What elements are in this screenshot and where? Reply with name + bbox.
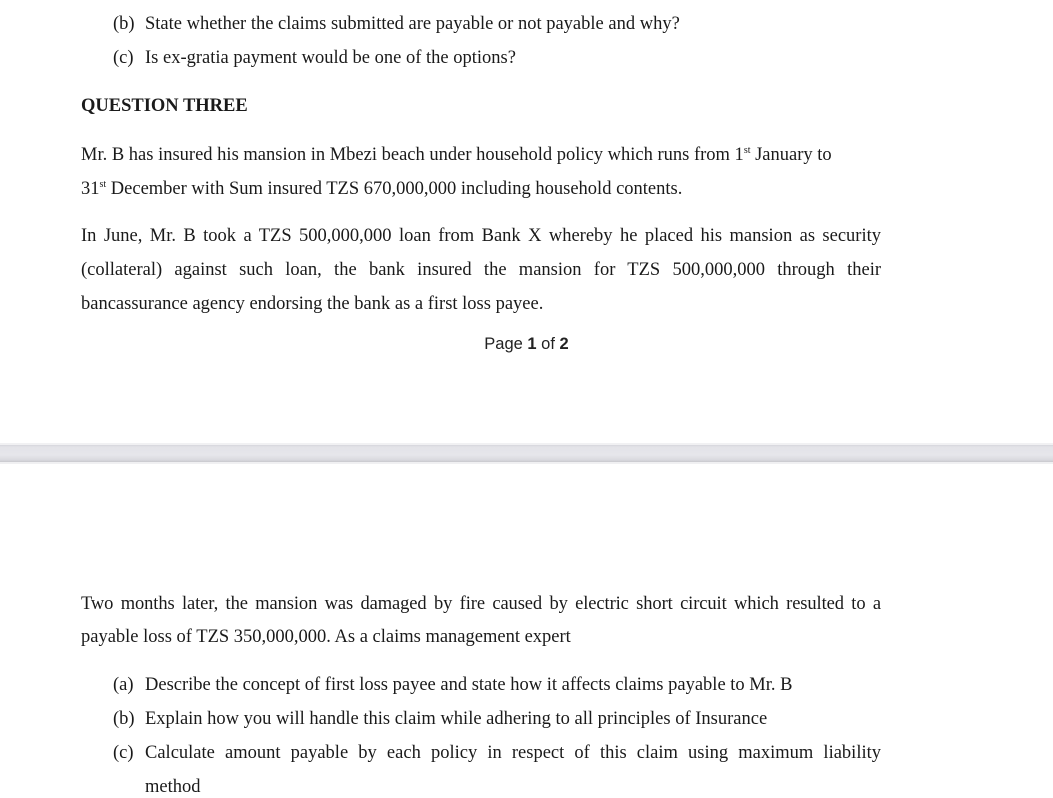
section-heading: QUESTION THREE — [81, 96, 248, 116]
paragraph-line: payable loss of TZS 350,000,000. As a claims management expert — [81, 627, 571, 647]
item-text: Describe the concept of first loss payee and state how it affects claims payable to Mr. B — [145, 675, 793, 695]
list-item-continuation: method — [145, 777, 201, 797]
item-label: (b) — [113, 14, 135, 34]
superscript: st — [743, 145, 751, 156]
item-label: (a) — [113, 675, 134, 695]
item-text: Explain how you will handle this claim while adhering to all principles of Insurance — [145, 709, 768, 729]
separator-edge — [0, 462, 1053, 464]
paragraph-line: Two months later, the mansion was damaged by fire caused by electric short circuit which resulted to a — [81, 594, 881, 614]
document-page-2 — [0, 466, 1053, 797]
item-text: Is ex-gratia payment would be one of the options? — [145, 48, 516, 68]
item-label: (b) — [113, 709, 135, 729]
footer-text: of — [536, 335, 560, 353]
paragraph-line — [81, 144, 832, 166]
page-separator — [0, 440, 1053, 466]
text: 31 — [81, 179, 100, 199]
paragraph-line: (collateral) against such loan, the bank insured the mansion for TZS 500,000,000 through their — [81, 260, 881, 280]
total-pages: 2 — [559, 335, 569, 353]
text: December with Sum insured TZS 670,000,000 including household contents. — [106, 179, 683, 199]
item-text: Calculate amount payable by each policy in respect of this claim using maximum liability — [145, 743, 881, 763]
superscript: st — [99, 179, 107, 190]
page-divider-bar — [0, 445, 1053, 462]
list-item — [113, 708, 767, 730]
paragraph-line: In June, Mr. B took a TZS 500,000,000 loan from Bank X whereby he placed his mansion as security — [81, 226, 881, 246]
paragraph-line: bancassurance agency endorsing the bank as a first loss payee. — [81, 294, 544, 314]
text: January to — [750, 145, 832, 165]
list-item — [113, 13, 680, 35]
item-text: State whether the claims submitted are payable or not payable and why? — [145, 14, 680, 34]
text: Mr. B has insured his mansion in Mbezi beach under household policy which runs from 1 — [81, 145, 744, 165]
list-item — [113, 47, 516, 69]
list-item — [113, 742, 881, 764]
page-number-footer — [0, 335, 1053, 354]
item-label: (c) — [113, 48, 134, 68]
list-item — [113, 674, 792, 696]
current-page: 1 — [527, 335, 537, 353]
footer-text: Page — [484, 335, 528, 353]
item-label: (c) — [113, 743, 134, 763]
paragraph-line — [81, 178, 682, 200]
